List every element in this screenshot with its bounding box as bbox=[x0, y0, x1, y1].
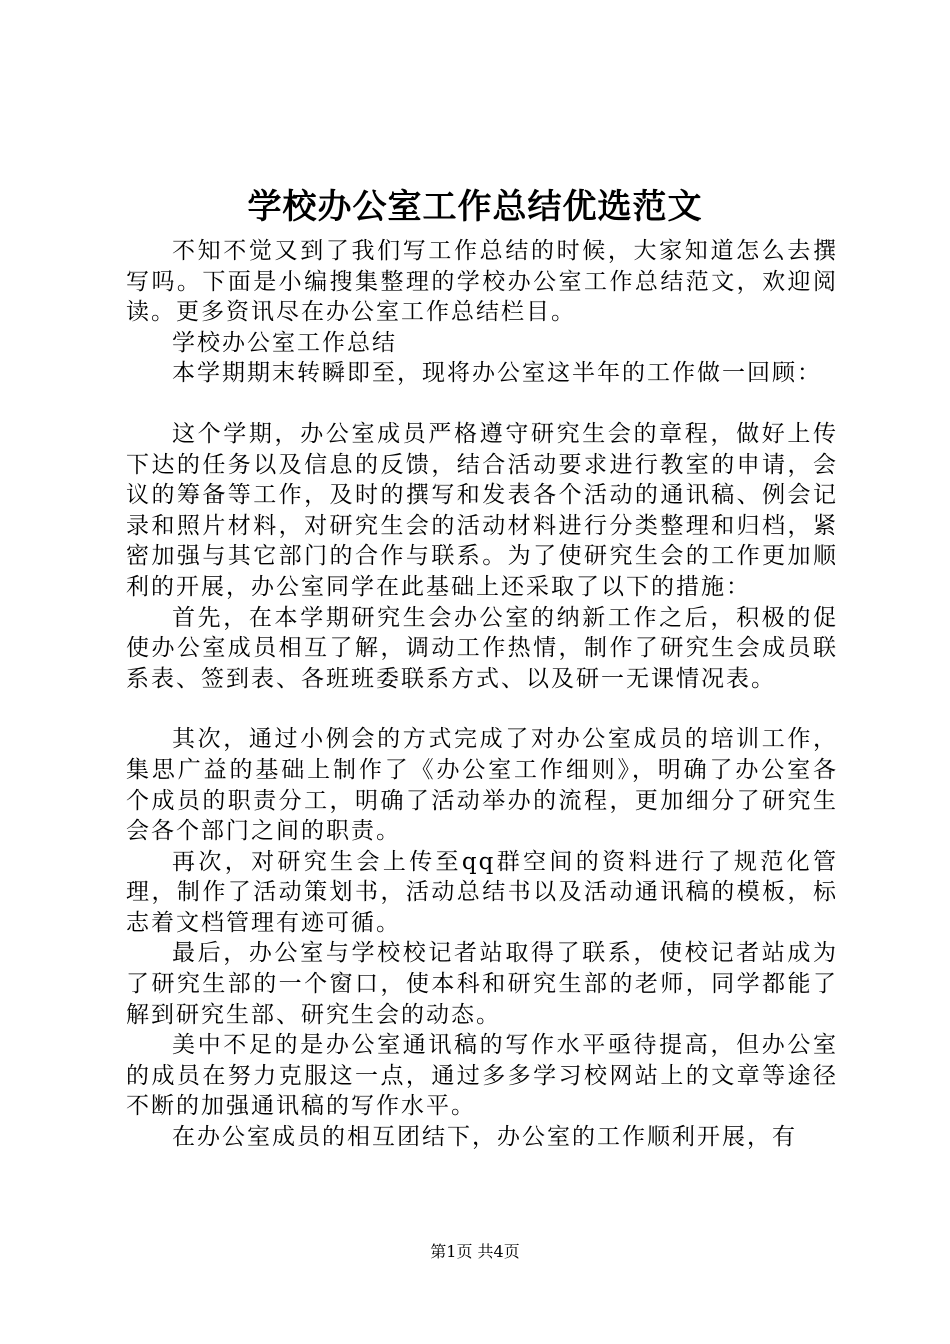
paragraph-third-measure: 再次，对研究生会上传至qq群空间的资料进行了规范化管理，制作了活动策划书，活动总结书以及活动通讯稿的模板，标志着文档管理有迹可循。 bbox=[126, 848, 838, 936]
paragraph-opening: 本学期期末转瞬即至，现将办公室这半年的工作做一回顾： bbox=[172, 360, 822, 387]
paragraph-semester-work: 这个学期，办公室成员严格遵守研究生会的章程，做好上传下达的任务以及信息的反馈，结合活动要求进行教室的申请，会议的筹备等工作，及时的撰写和发表各个活动的通讯稿、例会记录和照片材料，对研究生会的活动材料进行分类整理和归档，紧密加强与其它部门的合作与联系。为了使研究生会的工作更加顺利的开展，办公室同学在此基础上还采取了以下的措施： bbox=[126, 420, 838, 600]
paragraph-heading: 学校办公室工作总结 bbox=[172, 329, 397, 356]
paragraph-second-measure: 其次，通过小例会的方式完成了对办公室成员的培训工作，集思广益的基础上制作了《办公室工作细则》，明确了办公室各个成员的职责分工，明确了活动举办的流程，更加细分了研究生会各个部门之间的职责。 bbox=[126, 726, 838, 845]
document-title: 学校办公室工作总结优选范文 bbox=[247, 187, 703, 227]
paragraph-shortcoming: 美中不足的是办公室通讯稿的写作水平亟待提高，但办公室的成员在努力克服这一点，通过多多学习校网站上的文章等途径不断的加强通讯稿的写作水平。 bbox=[126, 1032, 838, 1120]
paragraph-fourth-measure: 最后，办公室与学校校记者站取得了联系，使校记者站成为了研究生部的一个窗口，使本科和研究生部的老师，同学都能了解到研究生部、研究生会的动态。 bbox=[126, 940, 838, 1028]
paragraph-closing: 在办公室成员的相互团结下，办公室的工作顺利开展，有 bbox=[172, 1124, 797, 1151]
document-body bbox=[126, 236, 838, 1153]
paragraph-intro: 不知不觉又到了我们写工作总结的时候，大家知道怎么去撰写吗。下面是小编搜集整理的学校办公室工作总结范文，欢迎阅读。更多资讯尽在办公室工作总结栏目。 bbox=[126, 238, 838, 326]
paragraph-first-measure: 首先，在本学期研究生会办公室的纳新工作之后，积极的促使办公室成员相互了解，调动工作热情，制作了研究生会成员联系表、签到表、各班班委联系方式、以及研一无课情况表。 bbox=[126, 604, 838, 692]
page-number-footer: 第1页 共4页 bbox=[430, 1242, 520, 1261]
